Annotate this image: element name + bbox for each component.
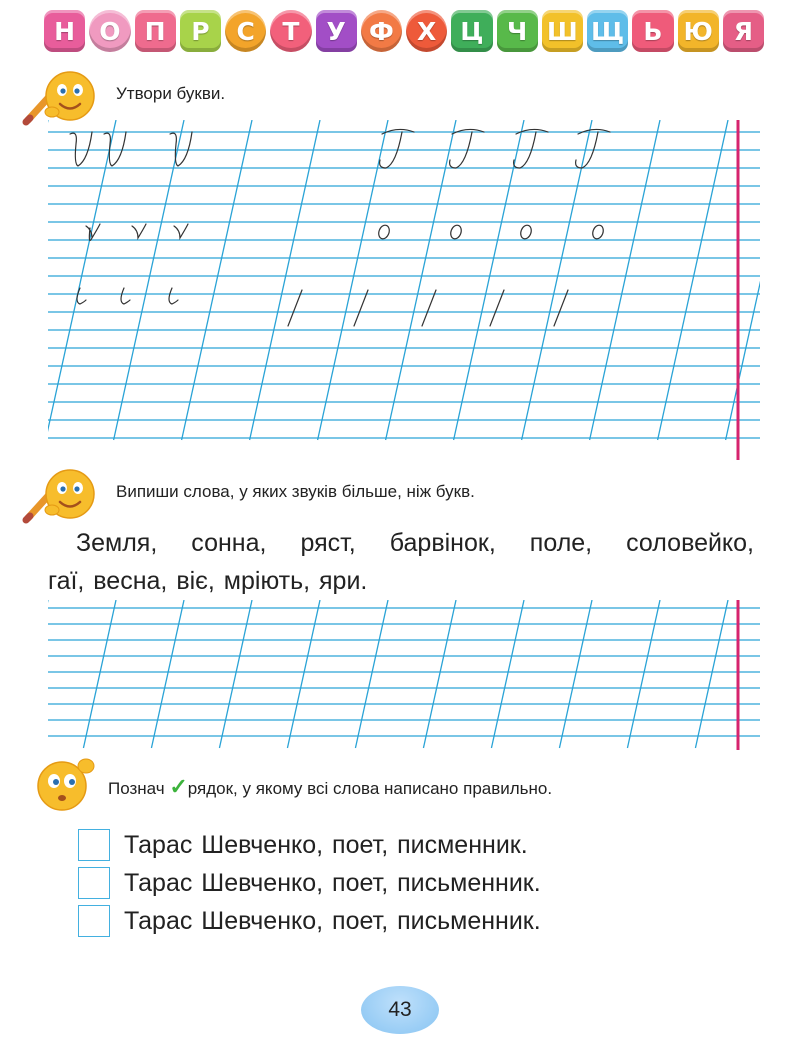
option-3-checkbox[interactable]	[78, 905, 110, 937]
letter-tile: Х	[406, 10, 447, 52]
letter-tile: П	[135, 10, 176, 52]
task2-instruction: Випиши слова, у яких звуків більше, ніж букв.	[116, 482, 475, 501]
letter-tile: Щ	[587, 10, 628, 52]
smiley-with-pencil-icon	[22, 466, 100, 526]
option-3	[78, 904, 541, 938]
slant-line	[695, 600, 728, 748]
writing-grid-2[interactable]	[48, 600, 760, 750]
letter-tile: У	[316, 10, 357, 52]
slant-line	[83, 600, 116, 748]
page-number-badge: 43	[361, 986, 439, 1034]
letter-tile: Ь	[632, 10, 673, 52]
slant-line	[355, 600, 388, 748]
slant-line	[219, 600, 252, 748]
letter-tile: Р	[180, 10, 221, 52]
smiley-with-pencil-icon	[22, 68, 100, 128]
letter-tile: Ш	[542, 10, 583, 52]
letter-tile: Ю	[678, 10, 719, 52]
writing-grid-1[interactable]	[48, 120, 760, 460]
check-mark-icon: ✓	[169, 774, 188, 799]
letter-tile: Я	[723, 10, 764, 52]
option-3-text: Тарас Шевченко, поет, письменник.	[124, 906, 541, 935]
slant-line	[151, 600, 184, 748]
slant-line	[423, 600, 456, 748]
task1-instruction: Утвори букви.	[116, 84, 226, 103]
option-2-checkbox[interactable]	[78, 867, 110, 899]
letter-tile: Ц	[451, 10, 492, 52]
alphabet-strip	[44, 10, 764, 60]
exercise-text-line1: Земля, сонна, ряст, барвінок, поле, соловейко,	[76, 529, 754, 557]
exercise-text	[48, 524, 754, 600]
option-1-checkbox[interactable]	[78, 829, 110, 861]
letter-tile: Н	[44, 10, 85, 52]
option-2	[78, 866, 541, 900]
letter-tile: Ч	[497, 10, 538, 52]
option-2-text: Тарас Шевченко, поет, письменник.	[124, 868, 541, 897]
option-1	[78, 828, 528, 862]
slant-line	[627, 600, 660, 748]
slant-line	[287, 600, 320, 748]
slant-line	[559, 600, 592, 748]
task3-instruction-start: Познач	[108, 779, 165, 798]
letter-tile: О	[89, 10, 130, 52]
option-1-text: Тарас Шевченко, поет, писменник.	[124, 830, 528, 859]
task3-instruction	[108, 774, 552, 800]
letter-tile: С	[225, 10, 266, 52]
slant-line	[491, 600, 524, 748]
letter-tile: Т	[270, 10, 311, 52]
task3-instruction-end: рядок, у якому всі слова написано правильно.	[187, 779, 553, 798]
letter-tile: Ф	[361, 10, 402, 52]
exercise-text-line2: гаї, весна, віє, мріють, яри.	[48, 567, 368, 595]
thinking-smiley-icon	[28, 754, 100, 814]
